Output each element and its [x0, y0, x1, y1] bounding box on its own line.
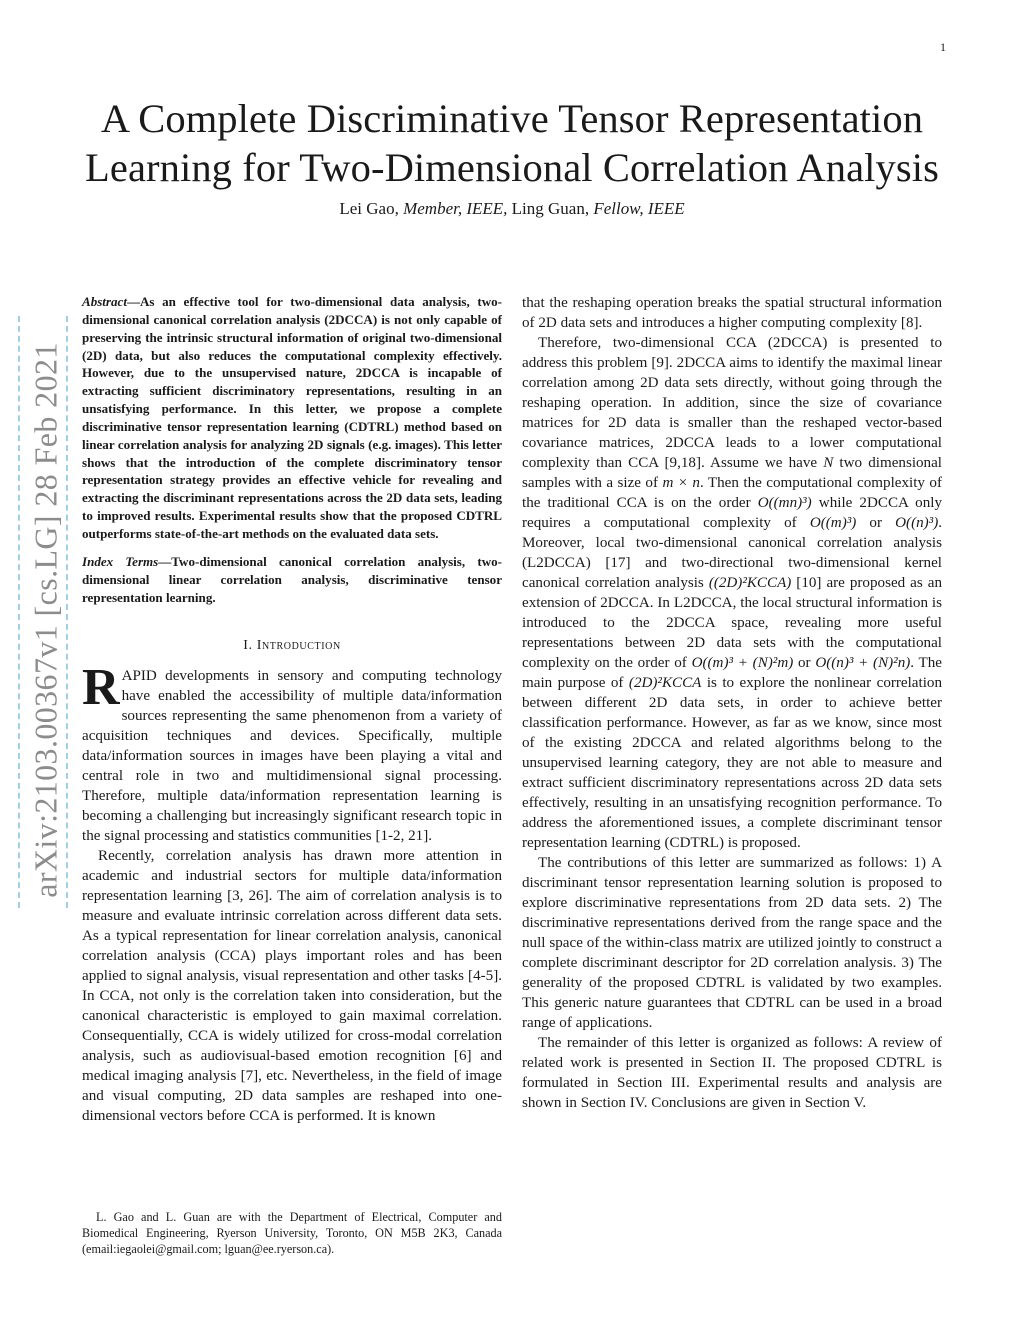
- math-kcca-2: (2D)²KCCA: [628, 675, 702, 691]
- introduction-body: [82, 659, 502, 1126]
- footnote: [82, 1209, 502, 1257]
- math-complexity-m: O((m)³): [809, 515, 857, 531]
- p2-text-c: . Then the computational complexity of the traditional CCA is on the order: [522, 475, 942, 511]
- arxiv-stamp: arXiv:2103.00367v1 [cs.LG] 28 Feb 2021: [27, 342, 64, 898]
- author-1-name: Lei Gao,: [339, 199, 404, 218]
- math-kcca-1: ((2D)²KCCA): [708, 575, 792, 591]
- title-line-2: Learning for Two-Dimensional Correlation Analysis: [85, 145, 939, 190]
- index-terms-label: Index Terms: [82, 553, 159, 569]
- math-m-by-n: m × n: [662, 475, 700, 491]
- title-line-1: A Complete Discriminative Tensor Representation: [100, 96, 924, 141]
- intro-first-word: APID: [121, 668, 157, 685]
- section-initial: I: [256, 638, 262, 654]
- intro-paragraph-1: [82, 659, 502, 846]
- author-1-role: Member, IEEE,: [403, 199, 508, 218]
- author-line: [0, 199, 1024, 219]
- p2-text-d: while 2DCCA only requires a computational complexity of: [522, 495, 942, 531]
- p2-text-g: [10] are proposed as an extension of 2DCCA. In L2DCCA, the local structural information is introduced to the 2DCCA space, revealing more useful representations between 2D data sets with the computational complexity on the order of: [522, 575, 942, 671]
- intro-p1-text: developments in sensory and computing technology have enabled the accessibility of multiple data/information sources representing the same phenomenon from a variety of acquisition techniques and devices. Specifically, multiple data/information sources in images have been playing a vital and central role in two and multidimensional signal processing. Therefore, multiple data/information representation learning is becoming a challenging but increasingly significant research topic in the signal processing and statistics communities [1-2, 21].: [82, 668, 502, 845]
- left-column: [82, 293, 502, 1126]
- paper-title: [0, 94, 1024, 192]
- p2-text-b: two dimensional samples with a size of: [522, 455, 942, 491]
- author-2-role: Fellow, IEEE: [593, 199, 685, 218]
- p2-text-h: or: [793, 655, 816, 671]
- index-terms: [82, 553, 502, 607]
- footnote-text: L. Gao and L. Guan are with the Department of Electrical, Computer and Biomedical Engineering, Ryerson University, Toronto, ON M5B 2K3, Canada (email:iegaolei@gmail.com; lguan@ee.ryerson.ca).: [82, 1210, 502, 1256]
- right-paragraph-3: The contributions of this letter are summarized as follows: 1) A discriminant tensor representation learning solution is proposed to explore discriminative representations from 2D data sets. 2) The discriminative representations derived from the range space and the null space of the within-class matrix are utilized jointly to construct a complete discriminant descriptor for 2D correlation analysis. 3) The generality of the proposed CDTRL is validated by two examples. This generic nature guarantees that CDTRL can be used in a broad range of applications.: [522, 855, 942, 1031]
- abstract: [82, 293, 502, 543]
- section-heading-introduction: [82, 638, 502, 654]
- right-column: [522, 293, 942, 1113]
- p2-text-j: is to explore the nonlinear correlation between different 2D data sets, in order to achieve better classification performance. However, as far as we know, since most of the existing 2DCCA and related algorithms belong to the unsupervised learning category, they are not able to measure and extract sufficient discriminatory representations across 2D data sets effectively, resulting in an unsatisfying recognition performance. To address the aforementioned issues, a complete discriminant tensor representation learning (CDTRL) is proposed.: [522, 675, 942, 851]
- right-paragraph-2: [522, 333, 942, 853]
- p2-text-e: or: [856, 515, 896, 531]
- math-complexity-n: O((n)³): [895, 515, 939, 531]
- right-paragraph-4: The remainder of this letter is organized as follows: A review of related work is presented in Section II. The proposed CDTRL is formulated in Section III. Experimental results and analysis are shown in Section IV. Conclusions are given in Section V.: [522, 1035, 942, 1111]
- math-complexity-mN: O((m)³ + (N)²m): [691, 655, 794, 671]
- author-2-name: Ling Guan,: [507, 199, 594, 218]
- index-terms-text: —Two-dimensional canonical correlation analysis, two-dimensional linear correlation analysis, discriminative tensor representation learning.: [82, 553, 502, 605]
- intro-paragraph-2: Recently, correlation analysis has drawn more attention in academic and industrial sectors for multiple data/information representation learning [3, 26]. The aim of correlation analysis is to measure and evaluate intrinsic correlation across different data sets. As a typical representation for linear correlation analysis, canonical correlation analysis (CCA) plays important roles and has been applied to signal analysis, visual representation and other tasks [4-5]. In CCA, not only is the correlation taken into consideration, but the canonical characteristic is employed to gain maximal correlation. Consequentially, CCA is widely utilized for cross-modal correlation analysis, such as audiovisual-based emotion recognition [6] and medical imaging analysis [7], etc. Nevertheless, in the field of image and visual computing, 2D data samples are reshaped into one-dimensional vectors before CCA is performed. It is known: [82, 848, 502, 1125]
- right-paragraph-1: that the reshaping operation breaks the spatial structural information of 2D data sets and introduces a higher computing complexity [8].: [522, 295, 942, 331]
- math-complexity-cca: O((mn)³): [757, 495, 812, 511]
- p2-text-f: . Moreover, local two-dimensional canonical correlation analysis (L2DCCA) [17] and two-directional two-dimensional kernel canonical correlation analysis: [522, 515, 942, 591]
- abstract-label: Abstract: [82, 294, 127, 309]
- math-N: N: [823, 455, 834, 471]
- section-numeral: I.: [243, 638, 257, 654]
- section-title-rest: ntroduction: [261, 638, 341, 654]
- abstract-text: —As an effective tool for two-dimensional data analysis, two-dimensional canonical correlation analysis (2DCCA) is not only capable of preserving the intrinsic structural information of original two-dimensional (2D) data, but also reduces the computational complexity effectively. However, due to the unsupervised nature, 2DCCA is incapable of extracting sufficient discriminatory representations, resulting in an unsatisfying performance. In this letter, we propose a complete discriminative tensor representation learning (CDTRL) method based on linear correlation analysis for analyzing 2D signals (e.g. images). This letter shows that the introduction of the complete discriminatory tensor representation strategy provides an effective vehicle for revealing and extracting the discriminant representations across the 2D data sets, leading to improved results. Experimental results show that the proposed CDTRL outperforms state-of-the-art methods on the evaluated data sets.: [82, 294, 502, 541]
- math-complexity-nN: O((n)³ + (N)²n): [815, 655, 911, 671]
- drop-cap: R: [82, 659, 120, 717]
- page-number: 1: [940, 40, 946, 54]
- p2-text-i: . The main purpose of: [522, 655, 942, 691]
- p2-text-a: Therefore, two-dimensional CCA (2DCCA) is presented to address this problem [9]. 2DCCA aims to identify the maximal linear correlation among 2D data sets directly, without going through the reshaping operation. In addition, since the size of covariance matrices for 2D data is smaller than the reshaped vector-based covariance matrices, 2DCCA leads to a lower computational complexity than CCA [9,18]. Assume we have: [522, 335, 942, 471]
